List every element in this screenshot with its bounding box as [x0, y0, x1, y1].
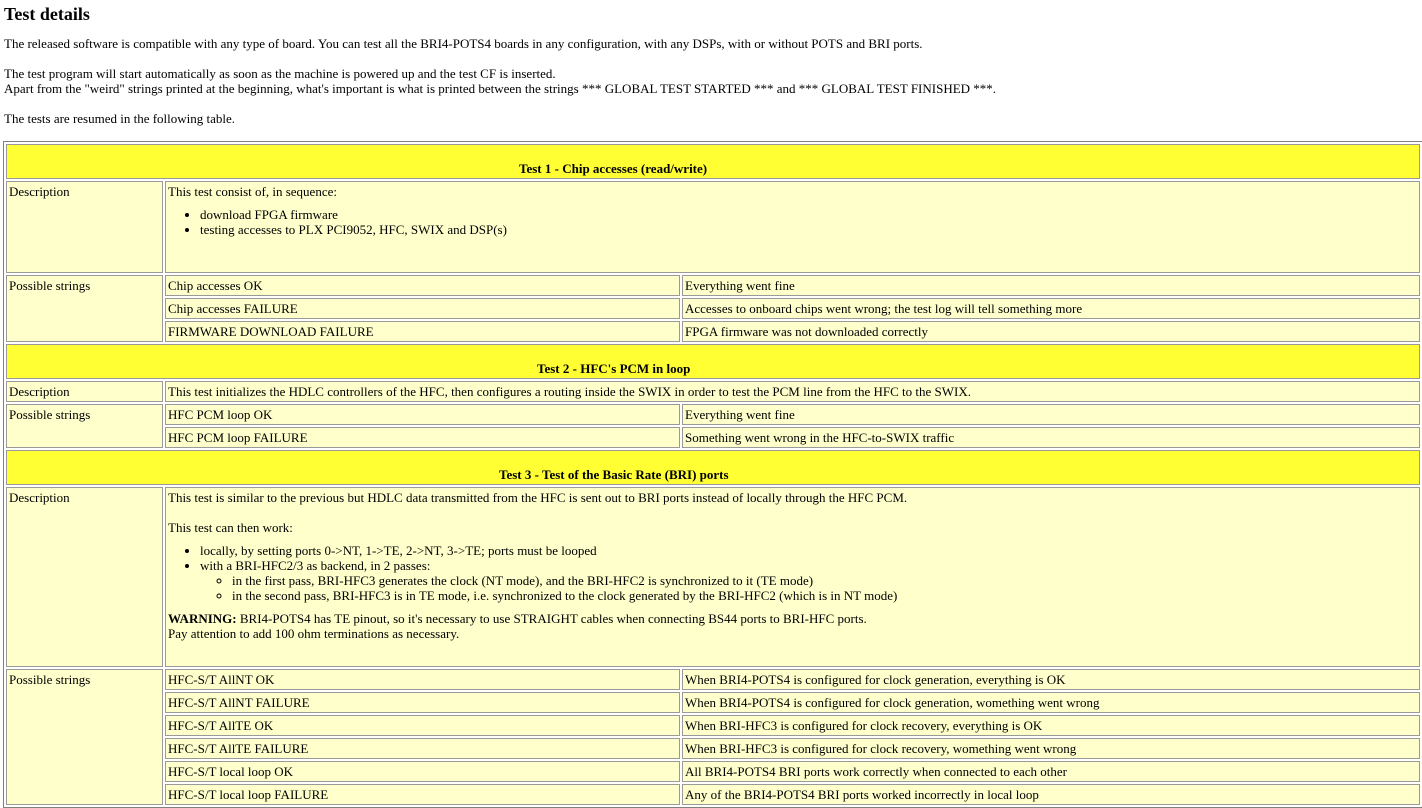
- test1-title: Test 1 - Chip accesses (read/write): [6, 144, 1420, 179]
- table-row: [6, 669, 1420, 690]
- table-row: [6, 784, 1420, 805]
- table-row: [6, 298, 1420, 319]
- test2-title: Test 2 - HFC's PCM in loop: [6, 344, 1420, 379]
- test3-title: Test 3 - Test of the Basic Rate (BRI) ports: [6, 450, 1420, 485]
- test3-warning-p2: Pay attention to add 100 ohm terminations as necessary.: [168, 626, 460, 641]
- possible-strings-label: Possible strings: [6, 275, 163, 342]
- string-cell: HFC-S/T local loop OK: [165, 761, 680, 782]
- test1-description-row: [6, 181, 1420, 273]
- string-cell: HFC PCM loop OK: [165, 404, 680, 425]
- meaning-cell: When BRI-HFC3 is configured for clock recovery, everything is OK: [682, 715, 1420, 736]
- test1-desc-list: [168, 207, 1417, 237]
- list-item: [200, 558, 1417, 603]
- possible-strings-label: Possible strings: [6, 404, 163, 448]
- sub-list-item: ◦ in the second pass, BRI-HFC3 is in TE mode, i.e. synchronized to the clock generated by the BRI-HFC2 (which is in NT mode): [232, 588, 1417, 603]
- meaning-cell: Something went wrong in the HFC-to-SWIX traffic: [682, 427, 1420, 448]
- description-label: Description: [6, 381, 163, 402]
- list-item: • download FPGA firmware: [200, 207, 1417, 222]
- string-cell: HFC-S/T AllNT OK: [165, 669, 680, 690]
- intro-paragraph-1: The released software is compatible with any type of board. You can test all the BRI4-POTS4 boards in any configuration, with any DSPs, with or without POTS and BRI ports.: [4, 36, 923, 51]
- test3-sub-list: [200, 573, 1417, 603]
- description-label: Description: [6, 487, 163, 667]
- test3-desc-list: [168, 543, 1417, 603]
- warning-text: BRI4-POTS4 has TE pinout, so it's necessary to use STRAIGHT cables when connecting BS44 ports to BRI-HFC ports.: [236, 611, 867, 626]
- string-cell: HFC-S/T AllNT FAILURE: [165, 692, 680, 713]
- meaning-cell: When BRI4-POTS4 is configured for clock generation, womething went wrong: [682, 692, 1420, 713]
- string-cell: HFC PCM loop FAILURE: [165, 427, 680, 448]
- string-cell: Chip accesses FAILURE: [165, 298, 680, 319]
- warning-label: WARNING:: [168, 611, 237, 626]
- test3-warning: [168, 611, 1417, 626]
- table-row: [6, 761, 1420, 782]
- test2-description: This test initializes the HDLC controllers of the HFC, then configures a routing inside the SWIX in order to test the PCM line from the HFC to the SWIX.: [165, 381, 1420, 402]
- test3-desc-p2: This test can then work:: [168, 520, 293, 535]
- string-cell: HFC-S/T local loop FAILURE: [165, 784, 680, 805]
- string-cell: HFC-S/T AllTE OK: [165, 715, 680, 736]
- page-title: Test details: [4, 4, 90, 24]
- table-row: [6, 427, 1420, 448]
- table-row: [6, 738, 1420, 759]
- meaning-cell: Accesses to onboard chips went wrong; the test log will tell something more: [682, 298, 1420, 319]
- table-row: [6, 275, 1420, 296]
- test2-header-row: [6, 344, 1420, 379]
- table-row: [6, 692, 1420, 713]
- meaning-cell: When BRI4-POTS4 is configured for clock generation, everything is OK: [682, 669, 1420, 690]
- meaning-cell: When BRI-HFC3 is configured for clock recovery, womething went wrong: [682, 738, 1420, 759]
- meaning-cell: Any of the BRI4-POTS4 BRI ports worked incorrectly in local loop: [682, 784, 1420, 805]
- tests-table: [3, 141, 1422, 808]
- intro-paragraph-2b: Apart from the "weird" strings printed at the beginning, what's important is what is printed between the strings *** GLOBAL TEST STARTED *** and *** GLOBAL TEST FINISHED ***.: [4, 81, 997, 96]
- string-cell: Chip accesses OK: [165, 275, 680, 296]
- table-row: [6, 715, 1420, 736]
- description-label: Description: [6, 181, 163, 273]
- test1-desc-intro: This test consist of, in sequence:: [168, 184, 337, 199]
- intro-paragraph-2a: The test program will start automatically as soon as the machine is powered up and the test CF is inserted.: [4, 66, 556, 81]
- string-cell: HFC-S/T AllTE FAILURE: [165, 738, 680, 759]
- test3-desc-p1: This test is similar to the previous but HDLC data transmitted from the HFC is sent out to BRI ports instead of locally through the HFC PCM.: [168, 490, 908, 505]
- test1-header-row: [6, 144, 1420, 179]
- meaning-cell: Everything went fine: [682, 404, 1420, 425]
- test3-description-row: [6, 487, 1420, 667]
- test2-description-row: [6, 381, 1420, 402]
- meaning-cell: Everything went fine: [682, 275, 1420, 296]
- test1-description: [165, 181, 1420, 273]
- list-item: • locally, by setting ports 0->NT, 1->TE, 2->NT, 3->TE; ports must be looped: [200, 543, 1417, 558]
- list-item-text: with a BRI-HFC2/3 as backend, in 2 passes:: [200, 558, 431, 573]
- table-row: [6, 321, 1420, 342]
- possible-strings-label: Possible strings: [6, 669, 163, 805]
- list-item: • testing accesses to PLX PCI9052, HFC, SWIX and DSP(s): [200, 222, 1417, 237]
- test3-header-row: [6, 450, 1420, 485]
- test3-description: [165, 487, 1420, 667]
- table-row: [6, 404, 1420, 425]
- sub-list-item: ◦ in the first pass, BRI-HFC3 generates the clock (NT mode), and the BRI-HFC2 is synchronized to it (TE mode): [232, 573, 1417, 588]
- meaning-cell: All BRI4-POTS4 BRI ports work correctly when connected to each other: [682, 761, 1420, 782]
- intro-paragraph-3: The tests are resumed in the following table.: [4, 111, 236, 126]
- string-cell: FIRMWARE DOWNLOAD FAILURE: [165, 321, 680, 342]
- meaning-cell: FPGA firmware was not downloaded correctly: [682, 321, 1420, 342]
